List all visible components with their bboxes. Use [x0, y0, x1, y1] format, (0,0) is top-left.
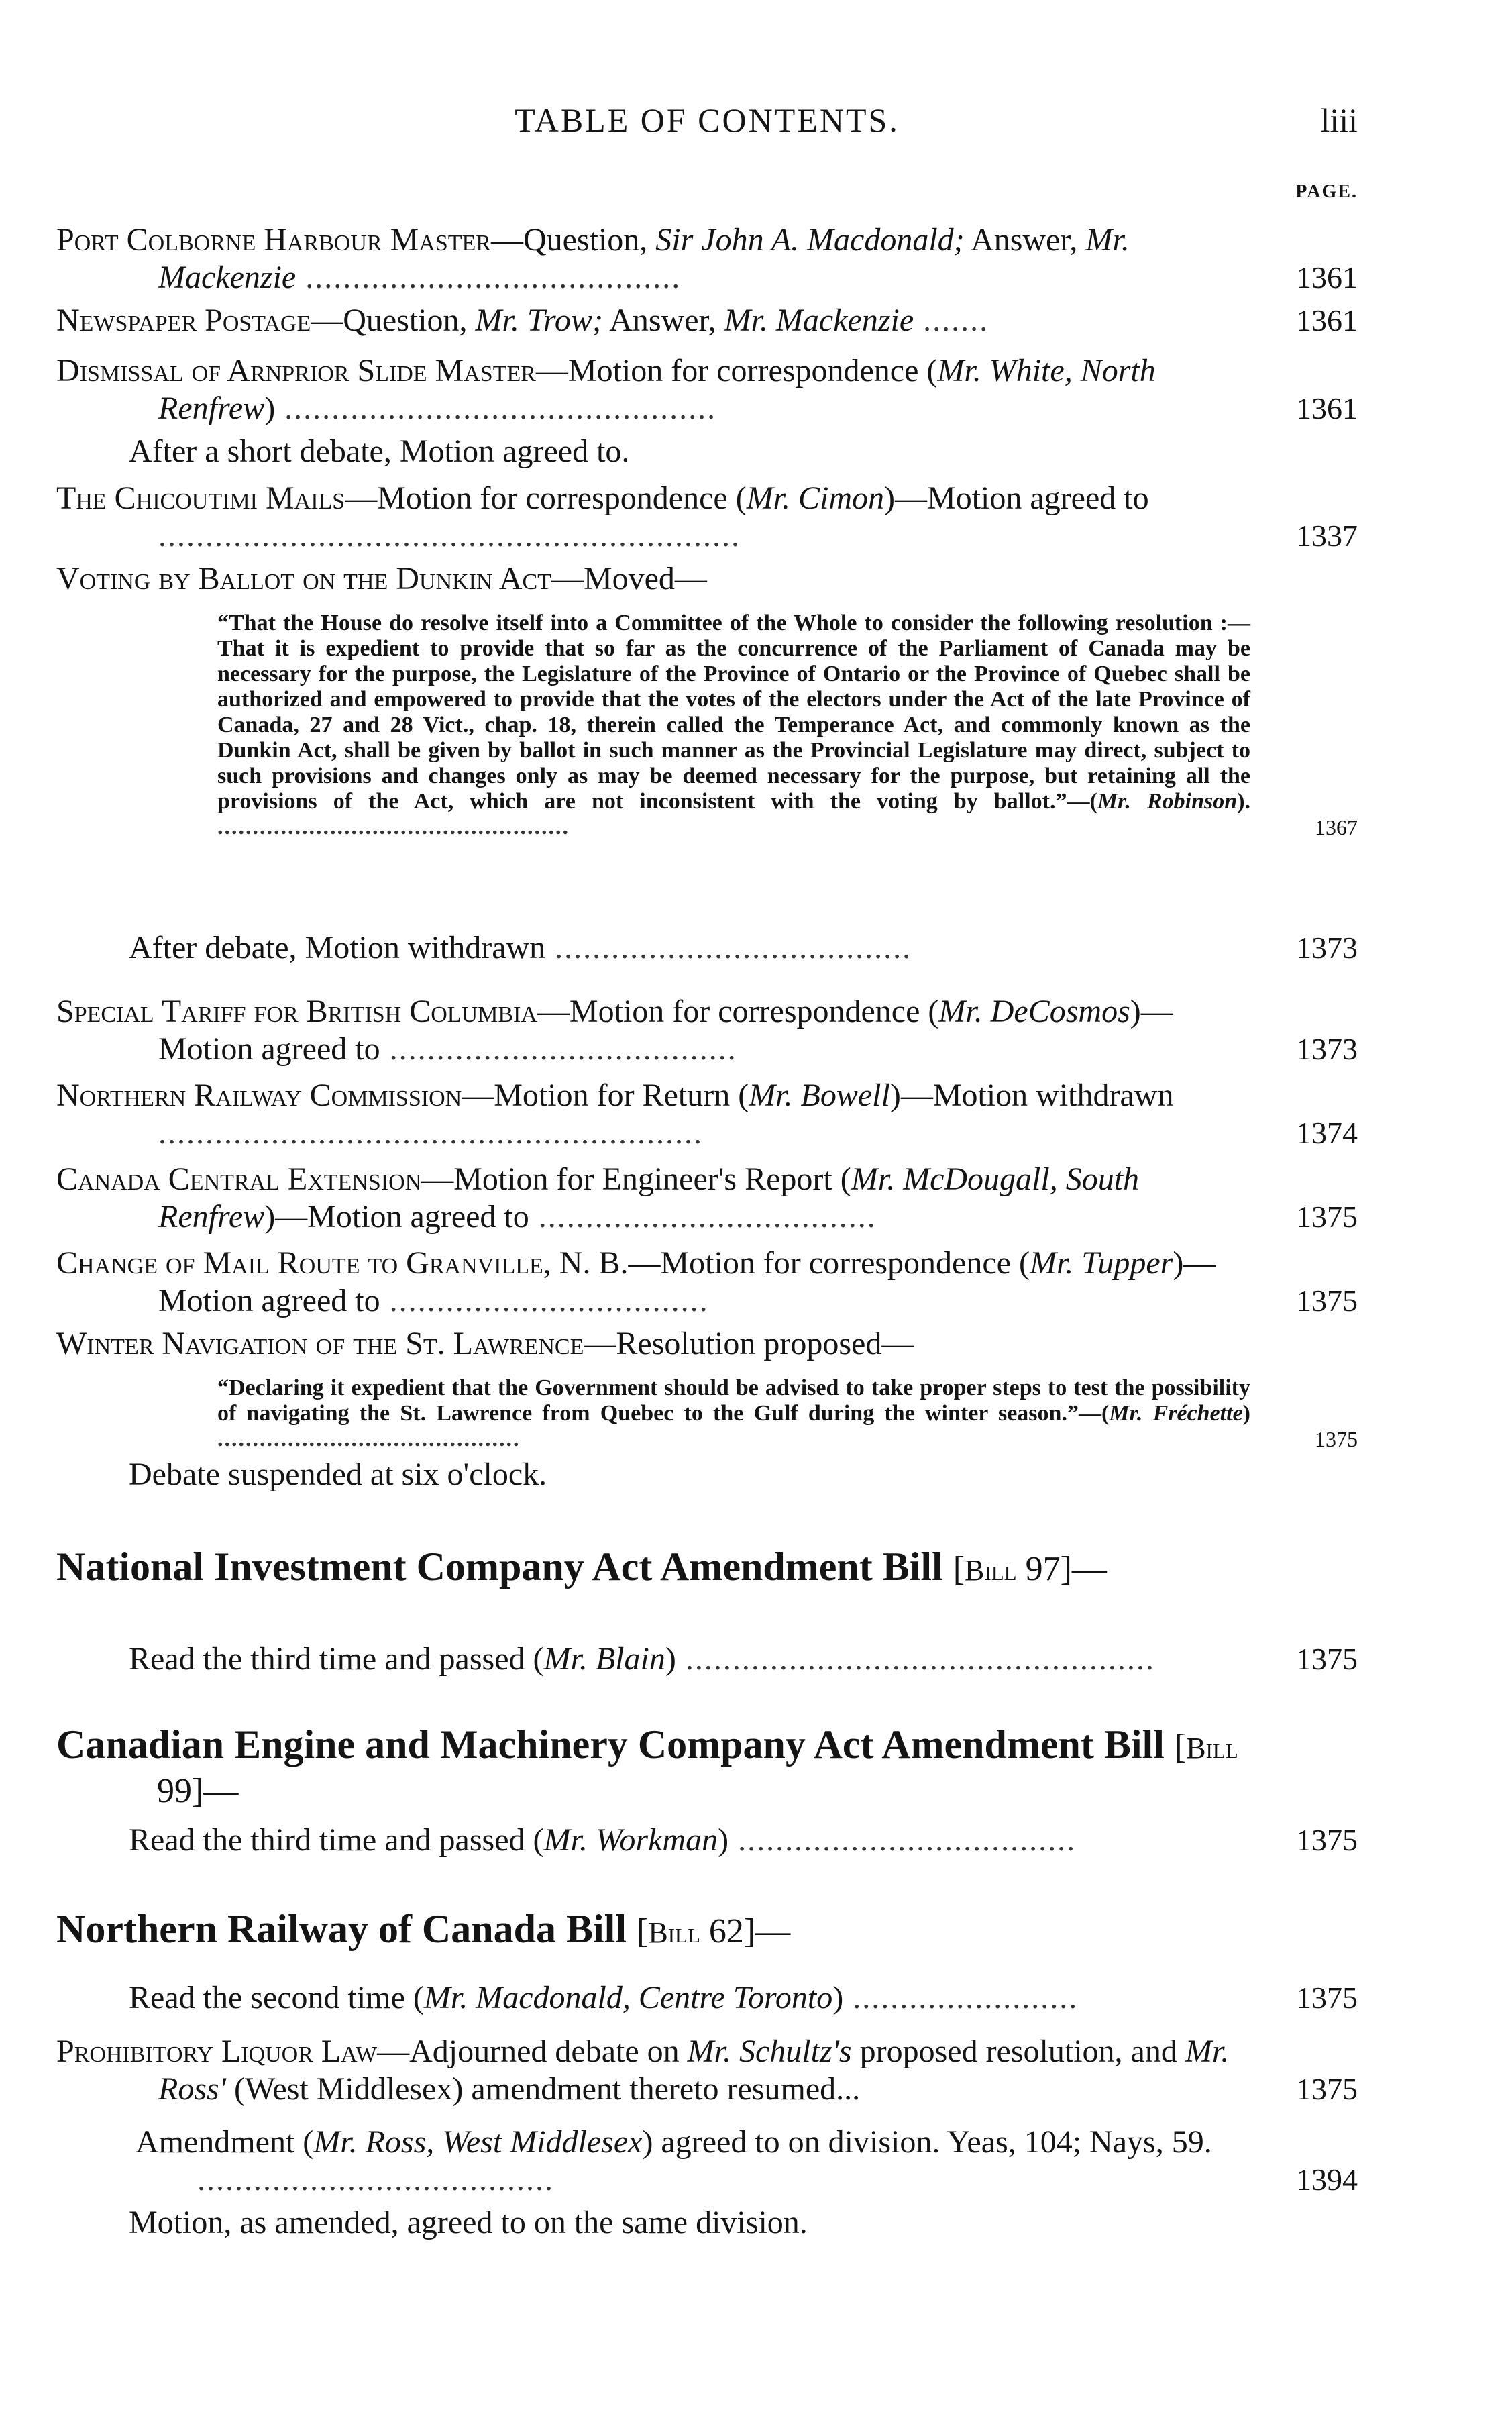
entry-text: Amendment (: [136, 2124, 314, 2160]
entry-text: —Resolution proposed—: [584, 1326, 914, 1361]
toc-entry-reading-northern-railway: Read the second time (Mr. Macdonald, Centre Toronto) ........................ 1375: [129, 1980, 1358, 2015]
toc-entry-winter-navigation: [56, 1325, 1358, 1363]
toc-entry-mail-route-granville: Change of Mail Route to Granville, N. B.—Motion for correspondence (Mr. Tupper)—Motion agreed to .................................. 1375: [56, 1245, 1358, 1318]
entry-page: 1375: [1296, 1642, 1358, 1676]
toc-entry-port-colborne: Port Colborne Harbour Master—Question, Sir John A. Macdonald; Answer, Mr. Mackenzie ........................................ 1361: [56, 222, 1358, 295]
quote-tail: ).: [1237, 789, 1251, 814]
entry-text: ) agreed to on division. Yeas, 104; Nays, 59.: [642, 2124, 1212, 2160]
quoted-resolution-winter-navigation: “Declaring it expedient that the Government should be advised to take proper steps to test the possibility of navigating the St. Lawrence from Quebec to the Gulf during the winter season.”—(Mr. Fréchette) ........................................... 1375: [217, 1375, 1358, 1451]
quote-text: “That the House do resolve itself into a Committee of the Whole to consider the following resolution :—That it is expedient to provide that so far as the concurrence of the Parliament of Canada may be necessary for the purpose, the Legislature of the Province of Ontario or the Province of Quebec shall be authorized and empowered to provide that the votes of the electors under the Act of the late Province of Canada, 27 and 28 Vict., chap. 18, therein called the Temperance Act, and commonly known as the Dunkin Act, shall be given by ballot in such manner as the Provincial Legislature may direct, subject to such provisions and changes only as may be deemed necessary for the purpose, but retaining all the provisions of the Act, which are not inconsistent with the voting by ballot.”—(: [217, 611, 1250, 814]
toc-entry-prohibitory-liquor-law: [56, 2033, 1358, 2108]
entry-page: 1394: [1296, 2162, 1358, 2197]
entry-page: 1373: [1296, 931, 1358, 965]
entry-text: —Moved—: [551, 561, 707, 596]
entry-italic: Sir John A. Macdonald;: [655, 222, 965, 258]
bill-number: 99]—: [157, 1772, 239, 1810]
quote-text: “Declaring it expedient that the Government should be advised to take proper steps to test the possibility of navigating the St. Lawrence from Quebec to the Gulf during the winter season.”—(: [217, 1375, 1250, 1426]
entry-italic: Mr. Cimon: [746, 480, 885, 516]
bill-number: 97]—: [1016, 1550, 1107, 1588]
entry-text: ): [718, 1822, 729, 1858]
entry-text: Read the third time and passed (: [129, 1822, 544, 1858]
entry-subject: Dismissal of Arnprior Slide Master: [56, 353, 536, 388]
entry-text: )—Motion agreed to: [158, 1245, 1216, 1318]
entry-text: —Motion for correspondence (: [537, 994, 939, 1029]
bill-word: Bill: [648, 1916, 700, 1949]
toc-note-withdrawn: After debate, Motion withdrawn ...................................... 1373: [129, 930, 1358, 965]
entry-page: 1367: [1315, 815, 1358, 839]
entry-text: )—Motion agreed to: [884, 480, 1149, 516]
entry-page: 1361: [1296, 260, 1358, 295]
bill-bracket: [: [953, 1550, 965, 1588]
toc-entry-northern-railway-commission: Northern Railway Commission—Motion for Return (Mr. Bowell)—Motion withdrawn .......................................................... 1374: [56, 1078, 1358, 1151]
section-heading-northern-railway-bill: [56, 1909, 1358, 1953]
toc-entry-special-tariff: Special Tariff for British Columbia—Motion for correspondence (Mr. DeCosmos)—Motion agreed to ..................................... 1373: [56, 994, 1358, 1067]
entry-text: )—Motion agreed to: [264, 1199, 529, 1235]
entry-text: Answer,: [964, 222, 1086, 258]
note-text: Motion, as amended, agreed to on the same division.: [129, 2205, 808, 2240]
entry-italic: Mr. Bowell: [749, 1078, 890, 1113]
entry-text: )—Motion agreed to: [158, 994, 1173, 1067]
entry-text: Read the third time and passed (: [129, 1641, 544, 1677]
bill-bracket: [: [637, 1912, 649, 1950]
bill-bracket: [: [1174, 1728, 1187, 1766]
quoted-resolution-dunkin-act: “That the House do resolve itself into a Committee of the Whole to consider the following resolution :—That it is expedient to provide that so far as the concurrence of the Parliament of Canada may be necessary for the purpose, the Legislature of the Province of Ontario or the Province of Quebec shall be authorized and empowered to provide that the votes of the electors under the Act of the late Province of Canada, 27 and 28 Vict., chap. 18, therein called the Temperance Act, and commonly known as the Dunkin Act, shall be given by ballot in such manner as the Provincial Legislature may direct, subject to such provisions and changes only as may be deemed necessary for the purpose, but retaining all the provisions of the Act, which are not inconsistent with the voting by ballot.”—(Mr. Robinson). .................................................. 1367: [217, 611, 1358, 839]
entry-italic: Mr. Ross, West Middlesex: [313, 2124, 643, 2160]
section-heading-national-investment-bill: [56, 1544, 1358, 1591]
entry-italic: Mr. DeCosmos: [938, 994, 1130, 1029]
entry-text: (West Middlesex) amendment thereto resumed...: [225, 2071, 861, 2107]
toc-entry-chicoutimi-mails: The Chicoutimi Mails—Motion for correspondence (Mr. Cimon)—Motion agreed to .............................................................. 1337: [56, 480, 1358, 554]
entry-italic: Mr. Mackenzie: [724, 303, 914, 338]
entry-page: 1374: [1296, 1116, 1358, 1150]
toc-entry-amendment-ross: Amendment (Mr. Ross, West Middlesex) agreed to on division. Yeas, 104; Nays, 59. ...................................... 1394: [136, 2124, 1358, 2197]
entry-text: —Motion for correspondence (: [345, 480, 747, 516]
section-heading-canadian-engine-bill: [56, 1724, 1358, 1812]
entry-text: ): [264, 390, 276, 426]
note-text: After a short debate, Motion agreed to.: [129, 433, 630, 469]
entry-italic: Mr. Blain: [543, 1641, 665, 1677]
entry-page: 1375: [1296, 1200, 1358, 1234]
entry-page: 1375: [1296, 1823, 1358, 1857]
note-text: After debate, Motion withdrawn: [129, 930, 546, 965]
entry-subject: Change of Mail Route to Granville, N. B.: [56, 1245, 629, 1281]
entry-text: —Question,: [490, 222, 656, 258]
entry-subject: Northern Railway Commission: [56, 1078, 462, 1113]
entry-subject: Special Tariff for British Columbia: [56, 994, 537, 1029]
bill-word: Bill: [965, 1554, 1017, 1587]
entry-subject: Canada Central Extension: [56, 1161, 422, 1197]
heading-text: Northern Railway of Canada Bill: [56, 1907, 627, 1951]
entry-text: Answer,: [602, 303, 724, 338]
toc-entry-canada-central-extension: Canada Central Extension—Motion for Engineer's Report (Mr. McDougall, South Renfrew)—Motion agreed to .................................... 1375: [56, 1161, 1358, 1235]
entry-italic: Mr. Mackenzie: [158, 222, 1130, 295]
quote-mover: Mr. Fréchette: [1109, 1401, 1243, 1426]
toc-entry-newspaper-postage: Newspaper Postage—Question, Mr. Trow; Answer, Mr. Mackenzie ....... 1361: [56, 303, 1358, 338]
entry-page: 1361: [1296, 391, 1358, 425]
running-header: [56, 101, 1358, 141]
entry-italic: Mr. McDougall, South Renfrew: [158, 1161, 1140, 1235]
entry-italic: Mr. White, North Renfrew: [158, 353, 1156, 426]
header-title: TABLE OF CONTENTS.: [515, 101, 900, 139]
entry-text: ): [665, 1641, 676, 1677]
entry-subject: The Chicoutimi Mails: [56, 480, 345, 516]
entry-text: —Motion for correspondence (: [628, 1245, 1030, 1281]
bill-number: 62]—: [700, 1912, 791, 1950]
entry-italic: Mr. Trow;: [475, 303, 603, 338]
entry-text: —Motion for Return (: [462, 1078, 749, 1113]
entry-subject: Winter Navigation of the St. Lawrence: [56, 1326, 584, 1361]
entry-page: 1373: [1296, 1032, 1358, 1066]
toc-entry-arnprior-slide-master: Dismissal of Arnprior Slide Master—Motion for correspondence (Mr. White, North Renfrew) .............................................. 1361: [56, 353, 1358, 426]
entry-page: 1337: [1296, 519, 1358, 553]
toc-note-debate-suspended: [56, 1456, 1358, 1494]
toc-entry-voting-by-ballot: [56, 560, 1358, 598]
quote-tail: ): [1242, 1401, 1250, 1426]
entry-italic: Mr. Tupper: [1029, 1245, 1173, 1281]
entry-page: 1375: [1315, 1427, 1358, 1451]
entry-text: Read the second time (: [129, 1980, 424, 2015]
entry-subject: Voting by Ballot on the Dunkin Act: [56, 561, 551, 596]
entry-page: 1361: [1296, 303, 1358, 337]
quote-mover: Mr. Robinson: [1097, 789, 1238, 814]
entry-page: 1375: [1296, 1981, 1358, 2015]
page-column-label: PAGE.: [1295, 181, 1358, 202]
entry-text: —Motion for Engineer's Report (: [421, 1161, 851, 1197]
entry-subject: Port Colborne Harbour Master: [56, 222, 491, 258]
toc-entry-reading-national-investment: Read the third time and passed (Mr. Blain) .................................................. 1375: [129, 1641, 1358, 1677]
heading-text: Canadian Engine and Machinery Company Act Amendment Bill: [56, 1722, 1165, 1767]
entry-text: —Motion for correspondence (: [535, 353, 938, 388]
entry-subject: Newspaper Postage: [56, 303, 311, 338]
entry-text: )—Motion withdrawn: [889, 1078, 1174, 1113]
heading-text: National Investment Company Act Amendment Bill: [56, 1544, 943, 1589]
bill-word: Bill: [1186, 1732, 1238, 1765]
toc-note-motion-amended: [56, 2204, 1358, 2242]
header-page-number: liii: [1320, 101, 1358, 139]
toc-note: [56, 433, 1358, 470]
entry-italic: Mr. Workman: [543, 1822, 718, 1858]
entry-page: 1375: [1296, 1283, 1358, 1318]
entry-page: 1375: [1296, 2072, 1358, 2106]
entry-subject: Prohibitory Liquor Law: [56, 2034, 378, 2069]
entry-italic: Mr. Ross': [158, 2034, 1230, 2107]
note-text: Debate suspended at six o'clock.: [129, 1457, 547, 1492]
entry-text: ): [832, 1980, 844, 2015]
entry-text: —Adjourned debate on: [377, 2034, 688, 2069]
entry-italic: Mr. Schultz's: [687, 2034, 852, 2069]
entry-italic: Mr. Macdonald, Centre Toronto: [423, 1980, 833, 2015]
toc-entry-reading-canadian-engine: Read the third time and passed (Mr. Workman) .................................... 1375: [129, 1822, 1358, 1858]
entry-text: —Question,: [311, 303, 476, 338]
entry-text: proposed resolution, and: [851, 2034, 1185, 2069]
